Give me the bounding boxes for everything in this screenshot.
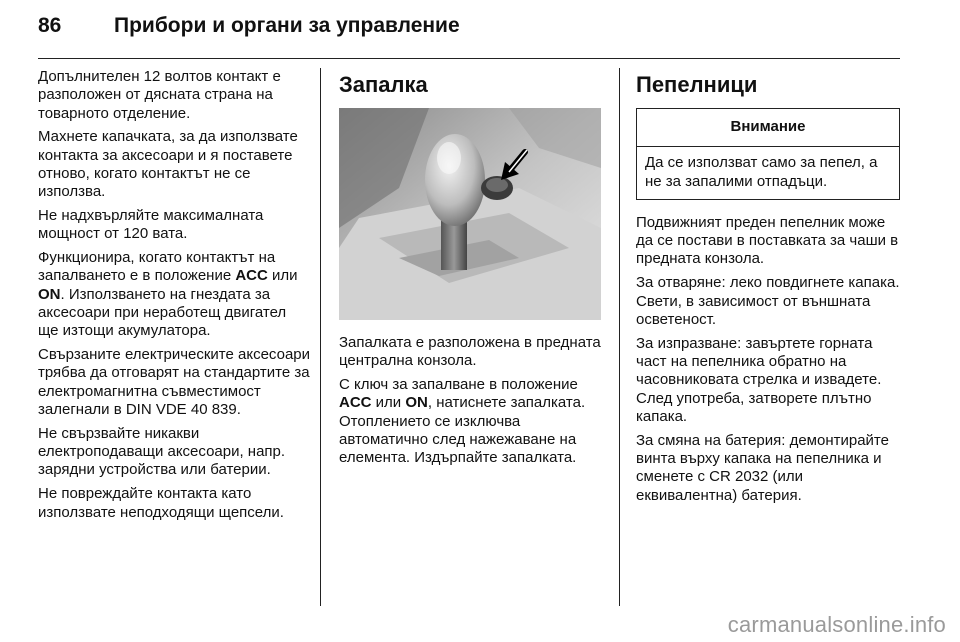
column-divider [619, 68, 620, 606]
keyword-acc: ACC [339, 394, 372, 412]
text-run: С ключ за запалване в положение [339, 376, 578, 394]
paragraph: За смяна на батерия: демонтирайте винта върху капака на пепелника и сменете с CR 2032 (или еквивалентна) батерия. [636, 431, 889, 504]
header-divider [38, 58, 900, 59]
paragraph: Свързаните електрическите аксесоари трябва да отговарят на стандартите за електромагнитна съвместимост залегнали в DIN VDE 40 839. [38, 346, 311, 419]
paragraph: Не повреждайте контакта като използвате неподходящи щепсели. [38, 485, 284, 521]
column-divider [320, 68, 321, 606]
column-left [38, 68, 310, 527]
column-middle [339, 68, 611, 473]
paragraph: Подвижният преден пепелник може да се постави в поставката за чаши в предната конзола. [636, 213, 899, 268]
watermark: carmanualsonline.info [727, 612, 946, 637]
paragraph: За изпразване: завъртете горната част на пепелника обратно на часовниковата стрелка и извадете. След употреба, затворете плътно капака. [636, 334, 882, 425]
warning-text: Да се използват само за пепел, а не за запалими отпадъци. [645, 154, 878, 190]
warning-title: Внимание [637, 109, 899, 147]
cigarette-lighter-photo [339, 108, 601, 320]
section-heading-ashtrays: Пепелници [636, 72, 758, 97]
keyword-acc: ACC [235, 267, 268, 285]
text-run: . Използването на гнездата за аксесоари при неработещ двигател ще изтощи акумулатора. [38, 285, 287, 340]
page-title: Прибори и органи за управление [114, 14, 460, 37]
text-run: , натиснете запалката. Отоплението се изключва автоматично след нажежаване на елемента. Издърпайте запалката. [339, 394, 586, 467]
section-heading-lighter: Запалка [339, 72, 428, 97]
text-run: Функционира, когато контактът на запалването е в положение [38, 249, 276, 285]
paragraph: Допълнителен 12 волтов контакт е разположен от дясната страна на товарното отделение. [38, 68, 281, 122]
column-right [636, 68, 906, 510]
paragraph: За отваряне: леко повдигнете капака. Свети, в зависимост от външната осветеност. [636, 274, 900, 328]
paragraph [38, 249, 310, 340]
text-run: или [267, 267, 298, 285]
paragraph: Не свързвайте никакви електроподаващи аксесоари, напр. зарядни устройства или батерии. [38, 424, 286, 479]
keyword-on: ON [38, 285, 61, 303]
paragraph: Махнете капачката, за да използвате контакта за аксесоари и я поставете отново, когато контактът не се използва. [38, 128, 298, 201]
page-number: 86 [38, 14, 62, 37]
keyword-on: ON [405, 394, 428, 412]
page-header [38, 14, 460, 50]
warning-box [636, 108, 900, 200]
paragraph: Не надхвърляйте максималната мощност от 120 вата. [38, 207, 264, 243]
paragraph: Запалката е разположена в предната централна конзола. [339, 334, 601, 370]
text-run: или [371, 394, 406, 412]
paragraph [339, 376, 611, 467]
